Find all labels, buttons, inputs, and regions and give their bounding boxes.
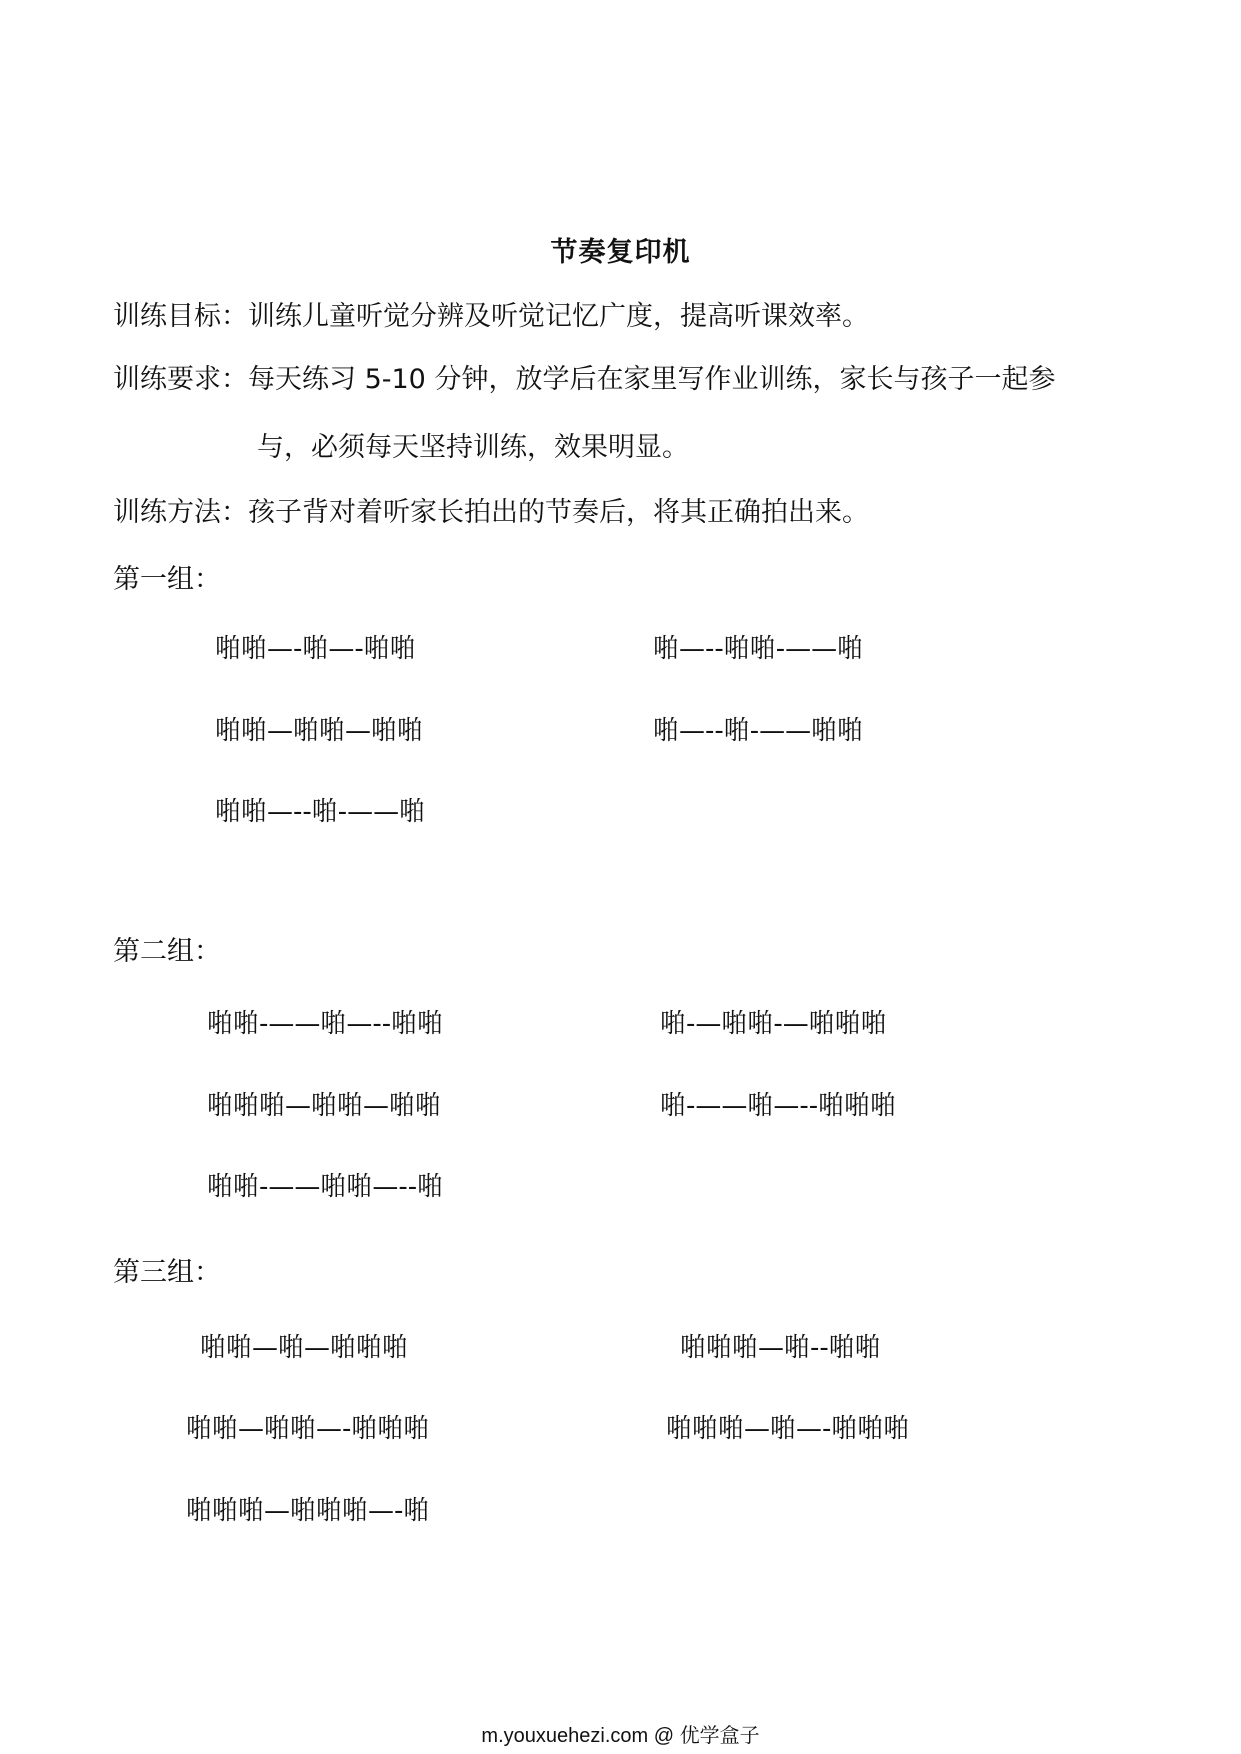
training-goal-text: 训练儿童听觉分辨及听觉记忆广度，提高听课效率。 bbox=[248, 301, 869, 332]
training-requirement bbox=[113, 357, 1055, 396]
training-method bbox=[113, 490, 869, 529]
rhythm-pattern: 啪啪啪—啪—-啪啪啪 bbox=[666, 1414, 910, 1444]
training-method-label: 训练方法： bbox=[113, 497, 248, 528]
rhythm-pattern: 啪啪-——啪—--啪啪 bbox=[207, 1009, 444, 1039]
training-method-text: 孩子背对着听家长拍出的节奏后，将其正确拍出来。 bbox=[248, 497, 869, 528]
group-1-label: 第一组： bbox=[113, 564, 221, 595]
rhythm-pattern: 啪-—啪啪-—啪啪啪 bbox=[660, 1009, 887, 1039]
rhythm-pattern: 啪啪—啪啪—啪啪 bbox=[215, 716, 424, 746]
rhythm-pattern: 啪啪—啪—啪啪啪 bbox=[200, 1333, 409, 1363]
rhythm-pattern: 啪-——啪—--啪啪啪 bbox=[660, 1091, 897, 1121]
rhythm-pattern: 啪啪-——啪啪—--啪 bbox=[207, 1172, 444, 1202]
training-goal bbox=[113, 294, 869, 333]
training-requirement-label: 训练要求： bbox=[113, 364, 248, 395]
training-goal-label: 训练目标： bbox=[113, 301, 248, 332]
training-requirement-continuation: 与，必须每天坚持训练，效果明显。 bbox=[257, 432, 689, 463]
page-title: 节奏复印机 bbox=[550, 237, 691, 268]
rhythm-pattern: 啪—--啪啪-——啪 bbox=[653, 634, 864, 664]
rhythm-pattern: 啪啪—--啪-——啪 bbox=[215, 797, 426, 827]
group-2-label: 第二组： bbox=[113, 936, 221, 967]
rhythm-pattern: 啪啪啪—啪--啪啪 bbox=[680, 1333, 881, 1363]
rhythm-pattern: 啪啪啪—啪啪—啪啪 bbox=[207, 1091, 442, 1121]
rhythm-pattern: 啪—--啪-——啪啪 bbox=[653, 716, 864, 746]
group-3-label: 第三组： bbox=[113, 1257, 221, 1288]
rhythm-pattern: 啪啪—-啪—-啪啪 bbox=[215, 634, 416, 664]
training-requirement-text: 每天练习 5-10 分钟，放学后在家里写作业训练，家长与孩子一起参 bbox=[248, 364, 1056, 395]
rhythm-pattern: 啪啪—啪啪—-啪啪啪 bbox=[186, 1414, 430, 1444]
footer-watermark: m.youxuehezi.com @ 优学盒子 bbox=[481, 1725, 760, 1747]
rhythm-pattern: 啪啪啪—啪啪啪—-啪 bbox=[186, 1496, 430, 1526]
